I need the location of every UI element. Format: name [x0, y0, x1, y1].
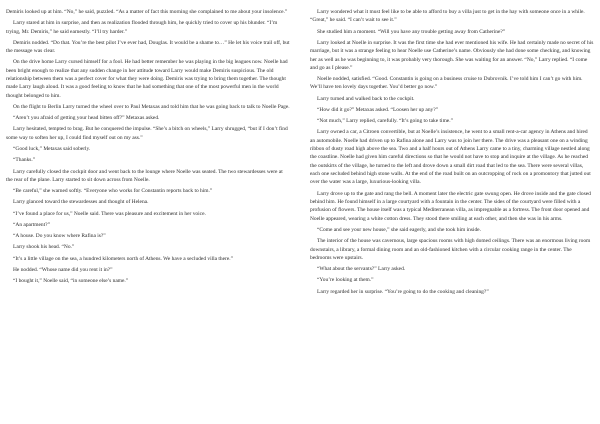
paragraph: “Not much,” Larry replied, carefully. “It’s going to take time.” — [317, 118, 453, 125]
paragraph: “Thanks.” — [13, 157, 36, 164]
paragraph: He nodded. “Whose name did you rent it in?” — [13, 266, 113, 273]
paragraph: “What about the servants?” Larry asked. — [317, 266, 406, 273]
paragraph: Larry wondered what it must feel like to be able to afford to buy a villa just to get in the hay with someone once in a while. “Great,” he said. “I can’t wait to see it.” — [310, 9, 585, 24]
paragraph: Larry stared at him in surprise, and then as realization flooded through him, he quickly tried to cover up his blunder. “I’m trying, Mr. Demiris,” he said earnestly. “I’ll try harder.” — [6, 20, 278, 35]
paragraph: “A house. Do you know where Rafina is?” — [13, 233, 106, 240]
paragraph: She studied him a moment. “Will you have any trouble getting away from Catherine?” — [317, 28, 506, 35]
left-text-column — [6, 8, 290, 418]
paragraph: “Come and see your new house,” she said eagerly, and she took him inside. — [317, 226, 481, 233]
paragraph: The interior of the house was cavernous, large spacious rooms with high domed ceilings. There was an enormous living room downstairs, a library, a formal dining room and an old-fashioned kitchen with a circular cooking range in the center. The bedrooms were upstairs. — [310, 238, 591, 261]
paragraph: “Be careful,” she warned softly. “Everyone who works for Constantin reports back to him.” — [13, 188, 213, 195]
paragraph: Larry shook his head. “No.” — [13, 244, 75, 251]
paragraph: On the drive home Larry cursed himself for a fool. He had better remember he was playing in the big leagues now. Noelle had been bright enough to realize that any sudden change in her attitude toward Larry would make Demiris suspicious. The old relationship between them was a perfect cover for what they were doing. Demiris was trying to bring them together. The thought made Larry laugh aloud. It was a good feeling to know that he had something that one of the most powerful men in the world thought belonged to him. — [6, 59, 288, 99]
paragraph: Larry regarded her in surprise. “You’re going to do the cooking and cleaning?” — [317, 288, 489, 295]
paragraph: Larry turned and walked back to the cockpit. — [317, 95, 415, 102]
paragraph: Larry looked at Noelle in surprise. It was the first time she had ever mentioned his wife. He had certainly made no secret of his marriage, but it was a strange feeling to hear Noelle use Catherine’s name. Obviously she had done some checking, and knowing her as well as he was beginning to, it was probably very thorough. She was waiting for an answer. “No,” Larry replied. “I come and go as I please.” — [310, 39, 594, 71]
paragraph: “It’s a little village on the sea, a hundred kilometers north of Athens. We have a secluded villa there.” — [13, 255, 234, 262]
paragraph: “How did it go?” Metaxas asked. “Loosen her up any?” — [317, 106, 439, 113]
paragraph: “I bought it,” Noelle said, “in someone else’s name.” — [13, 277, 129, 284]
paragraph: Larry carefully closed the cockpit door and went back to the lounge where Noelle was seated. The two stewardesses were at the rear of the plane. Larry started to sit down across from Noelle. — [6, 168, 283, 183]
paragraph: Larry glanced toward the stewardesses and thought of Helena. — [13, 199, 149, 206]
paragraph: Demiris looked up at him. “No,” he said, puzzled. “As a matter of fact this morning she complained to me about your insolence.” — [6, 9, 288, 15]
paragraph: “Good luck,” Metaxas said soberly. — [13, 146, 91, 153]
paragraph: On the flight to Berlin Larry turned the wheel over to Paul Metaxas and told him that he was going back to talk to Noelle Page. — [13, 104, 290, 110]
paragraph: “I’ve found a place for us,” Noelle said. There was pleasure and excitement in her voice. — [13, 210, 206, 217]
paragraph: Larry drove up to the gate and rang the bell. A moment later the electric gate swung open. He drove inside and the gate closed behind him. He found himself in a large courtyard with a fountain in the center. The sides of the courtyard were filled with a profusion of flowers. The house itself was a typical Mediterranean villa, as impregnable as a fortress. The front door opened and Noelle appeared, wearing a white cotton dress. They stood there smiling at each other, and then she was in his arms. — [310, 190, 591, 222]
paragraph: “An apartment?” — [13, 221, 50, 228]
paragraph: Larry owned a car, a Citroen convertible, but at Noelle’s insistence, he went to a small rent-a-car agency in Athens and hired an automobile. Noelle had driven up to Rafina alone and Larry was to join her there. The drive was a pleasant one on a winding ribbon of dusty road high above the sea. Two and a half hours out of Athens Larry came to a tiny, charming village nestled along the coastline. Noelle had given him careful directions so that he would not have to stop and inquire at the village. As he reached the outskirts of the village, he turned to the left and drove down a small dirt road that led to the sea. There were several villas, each one secluded behind high stone walls. At the end of the road built on an outcropping of rock on a promontory that jutted out over the water was a large, luxurious-looking villa. — [310, 129, 591, 186]
right-text-column — [310, 8, 594, 418]
paragraph: Demiris nodded. “Do that. You’re the best pilot I’ve ever had, Douglas. It would be a shame to…” He let his voice trail off, but the message was clear. — [6, 39, 290, 55]
paragraph: Noelle nodded, satisfied. “Good. Constantin is going on a business cruise to Dubrovnik. I’ve told him I can’t go with him. We’ll have ten lovely days together. You’d better go now.” — [310, 76, 583, 91]
paragraph: Larry hesitated, tempted to brag. But he conquered the impulse. “She’s a bitch on wheels,” Larry shrugged, “but if I don’t find some way to soften her up, I could find myself out on my ass.” — [6, 126, 288, 141]
paragraph: “You’re looking at them.” — [317, 277, 374, 284]
paragraph: “Aren’t you afraid of getting your head bitten off?” Metaxas asked. — [13, 115, 160, 122]
